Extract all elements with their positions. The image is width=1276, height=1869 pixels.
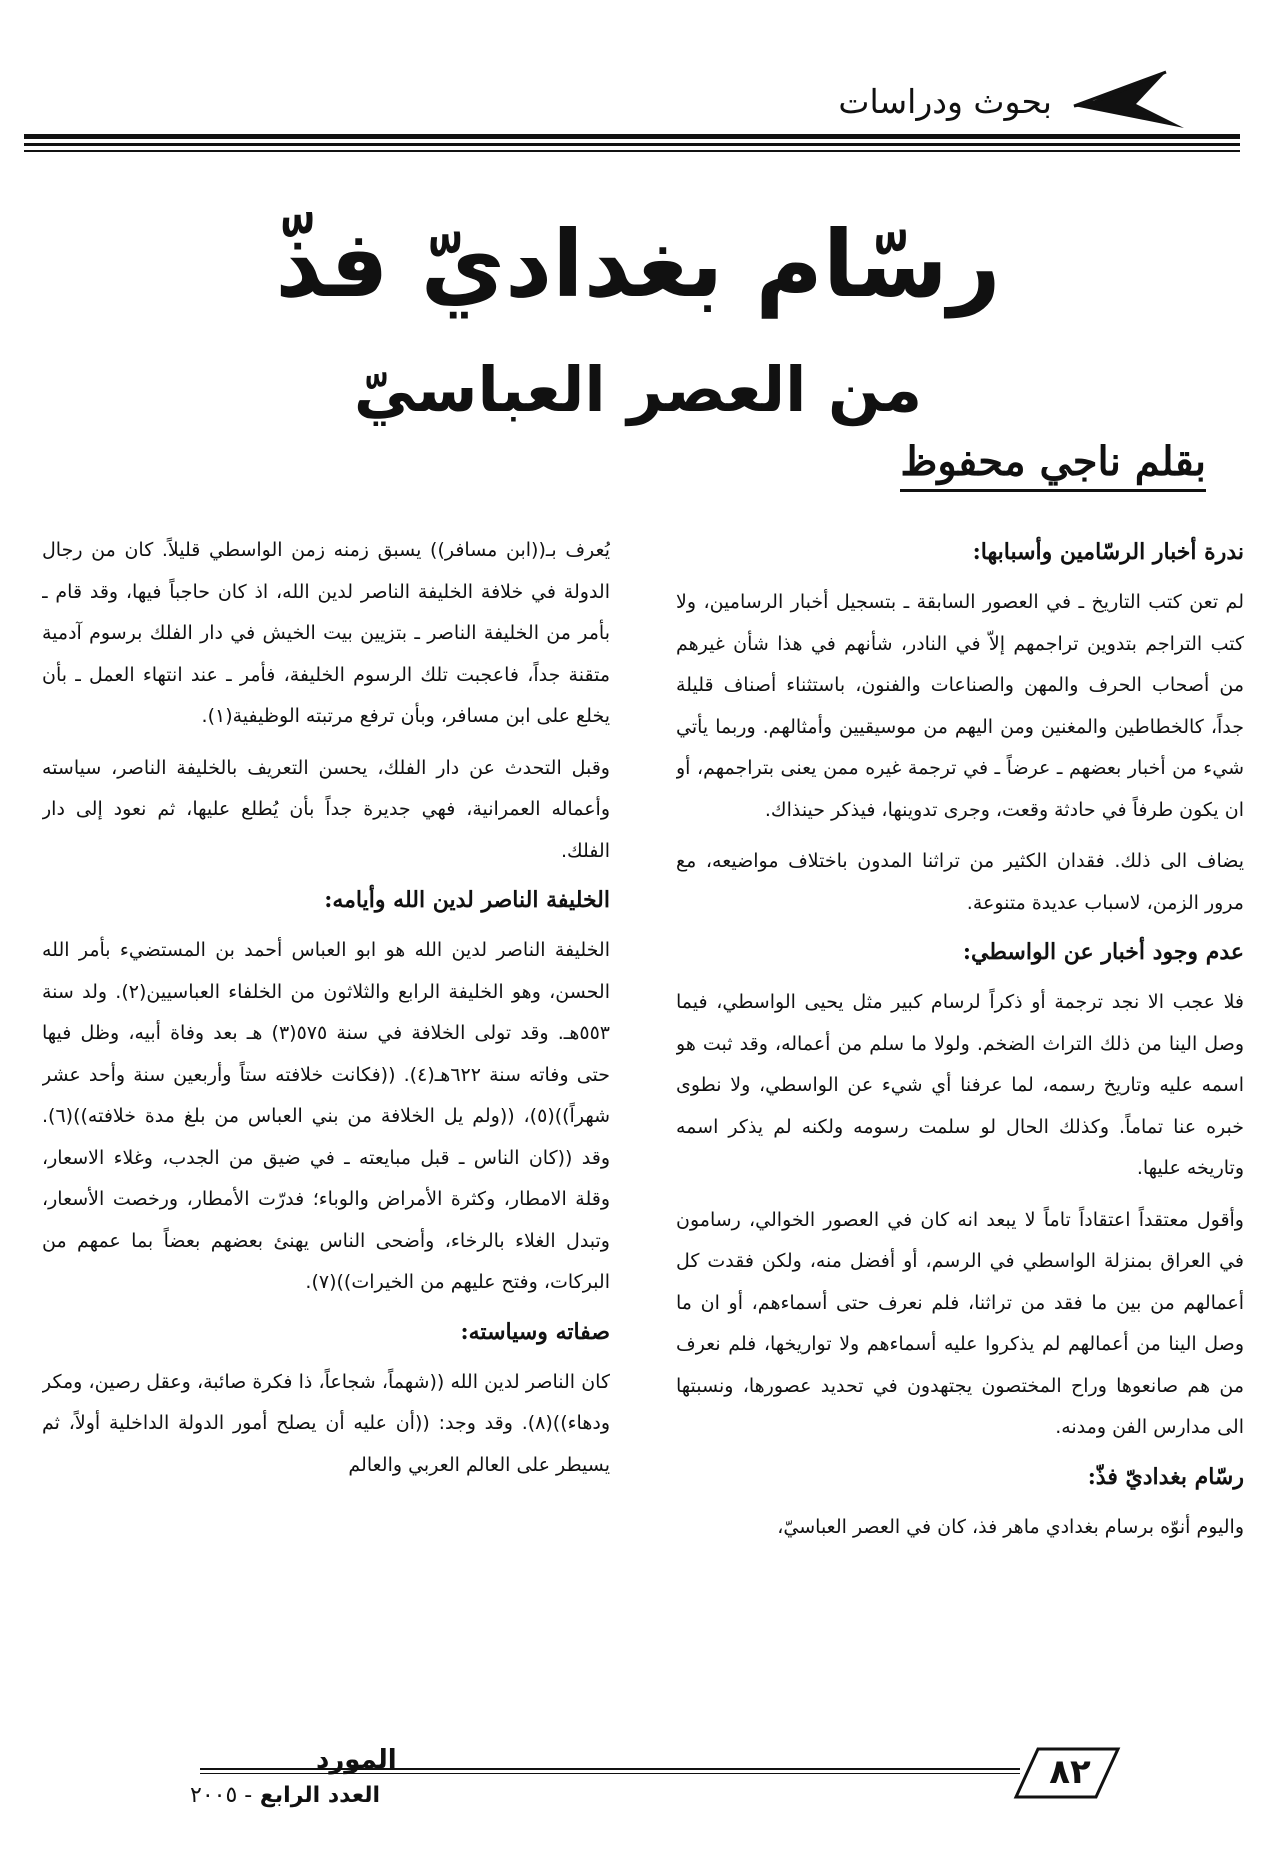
- section-header: [786, 66, 1186, 136]
- paragraph: الخليفة الناصر لدين الله هو ابو العباس أحمد بن المستضيء بأمر الله الحسن، وهو الخليفة الرابع والثلاثون من الخلفاء العباسيين(٢). ولد سنة ٥٥٣هـ. وقد تولى الخلافة في سنة ٥٧٥(٣) هـ بعد وفاة أبيه، وظل فيها حتى وفاته سنة ٦٢٢هـ(٤). ((فكانت خلافته ستاً وأربعين سنة وأحد عشر شهراً))(٥)، ((ولم يل الخلافة من بني العباس من بلغ مدة خلافته))(٦). وقد ((كان الناس ـ قبل مبايعته ـ في ضيق من الجدب، وغلاء الاسعار، وقلة الامطار، وكثرة الأمراض والوباء؛ فدرّت الأمطار، ورخصت الأسعار، وتبدل الغلاء بالرخاء، وأضحى الناس يهنئ بعضهم بعضاً بما عمهم من البركات، وفتح عليهم من الخيرات))(٧).: [42, 939, 610, 1293]
- paragraph: كان الناصر لدين الله ((شهماً، شجاعاً، ذا فكرة صائبة، وعقل رصين، ومكر ودهاء))(٨). وقد وجد: ((أن عليه أن يصلح أمور الدولة الداخلية أولاً، ثم يسيطر على العالم العربي والعالم: [42, 1370, 610, 1476]
- article-title: رسّام بغداديّ فذّ: [275, 211, 1001, 318]
- paragraph: واليوم أنوّه برسام بغدادي ماهر فذ، كان في العصر العباسيّ،: [777, 1515, 1244, 1538]
- arrow-logo-icon: [1066, 66, 1186, 136]
- page-number: ٨٢: [1049, 1752, 1091, 1792]
- magazine-name: المورد: [316, 1745, 397, 1775]
- issue-info: [190, 1783, 380, 1808]
- section-heading: الخليفة الناصر لدين الله وأيامه:: [324, 887, 610, 913]
- header-rule: [24, 134, 1240, 139]
- section-label: بحوث ودراسات: [838, 81, 1052, 121]
- paragraph: وقبل التحدث عن دار الفلك، يحسن التعريف بالخليفة الناصر، سياسته وأعماله العمرانية، فهي جديرة جداً بأن يُطلع عليها، ثم نعود إلى دار الفلك.: [42, 756, 610, 862]
- paragraph: يضاف الى ذلك. فقدان الكثير من تراثنا المدون باختلاف مواضيعه، مع مرور الزمن، لاسباب عديدة متنوعة.: [676, 850, 1244, 914]
- article-subtitle: من العصر العباسيّ: [353, 353, 923, 426]
- paragraph: لم تعن كتب التاريخ ـ في العصور السابقة ـ بتسجيل أخبار الرسامين، ولا كتب التراجم بتدوين تراجمهم إلاّ في النادر، شأنهم في هذا شأن غيرهم من أصحاب الحرف والمهن والصناعات والفنون، باستثناء أصناف قليلة جداً، كالخطاطين والمغنين ومن اليهم من موسيقيين وأمثالهم. وربما يأتي شيء من أخبار بعضهم ـ عرضاً ـ في ترجمة غيره ممن يعنى بتراجمهم، أو ان يكون طرفاً في حادثة وقعت، وجرى تدوينها، فيذكر حينذاك.: [676, 591, 1244, 821]
- section-heading: صفاته وسياسته:: [460, 1318, 610, 1345]
- issue-label: العدد الرابع: [259, 1783, 381, 1808]
- paragraph: وأقول معتقداً اعتقاداً تاماً لا يبعد انه كان في العصور الخوالي، رسامون في العراق بمنزلة الواسطي في الرسم، أو أفضل منه، ولكن فقدت كل أعمالهم من بين ما فقد من تراثنا، فلم نعرف حتى أسماءهم، أو ان ما وصل الينا من أعمالهم لم يذكروا عليه أسماءهم ولا تواريخها، فلم نعرف من هم صانعوها وراح المختصون يجتهدون في تحديد عصورها، ونسبتها الى مدارس الفن ومدنه.: [676, 1208, 1244, 1438]
- section-heading: عدم وجود أخبار عن الواسطي:: [962, 939, 1244, 965]
- header-rule: [24, 143, 1240, 146]
- article-column-left: [42, 530, 610, 1610]
- paragraph: فلا عجب الا نجد ترجمة أو ذكراً لرسام كبير مثل يحيى الواسطي، فيما وصل الينا من ذلك التراث الضخم. ولولا ما سلم من أعماله، وقد ثبت هو اسمه عليه وتاريخ رسمه، لما عرفنا أي شيء عن الواسطي، ولا نطوى خبره عنا تماماً. وكذلك الحال لو سلمت رسومه ولكنه لم يذكر اسمه وتاريخه عليها.: [676, 991, 1244, 1179]
- paragraph: يُعرف بـ((ابن مسافر)) يسبق زمنه زمن الواسطي قليلاً. كان من رجال الدولة في خلافة الخليفة الناصر لدين الله، اذ كان حاجباً فيها، وقد قام ـ بأمر من الخليفة الناصر ـ بتزيين بيت الخيش في دار الفلك برسوم آدمية متقنة جداً، فاعجبت تلك الرسوم الخليفة، فأمر ـ عند انتهاء العمل ـ بأن يخلع على ابن مسافر، وبأن ترفع مرتبته الوظيفية(١).: [42, 539, 610, 727]
- header-rule: [24, 150, 1240, 152]
- section-heading: ندرة أخبار الرسّامين وأسبابها:: [972, 539, 1244, 565]
- article-column-right: [676, 530, 1244, 1610]
- issue-year: - ٢٠٠٥: [190, 1783, 253, 1808]
- section-heading: رسّام بغداديّ فذّ:: [1087, 1463, 1244, 1490]
- article-byline: بقلم ناجي محفوظ: [900, 438, 1206, 492]
